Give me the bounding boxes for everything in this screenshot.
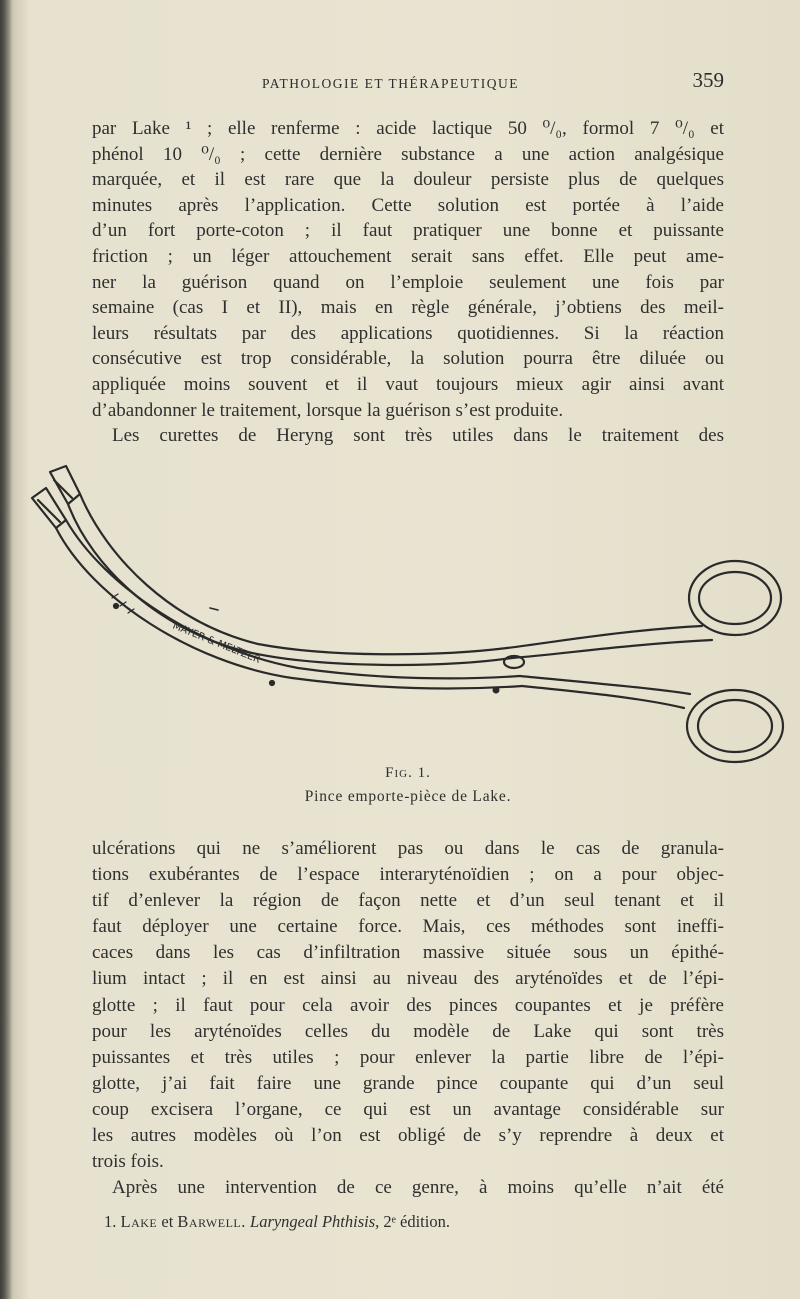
text-line: friction ; un léger attouchement serait sans effet. Elle peut ame- — [92, 245, 724, 267]
text-line: appliquée moins souvent et il vaut toujours mieux agir ainsi avant — [92, 373, 724, 395]
text-line: Après une intervention de ce genre, à moins qu’elle n’ait été — [112, 1177, 724, 1199]
text-line: d’un fort porte-coton ; il faut pratiquer une bonne et puissante — [92, 220, 724, 242]
forceps-drawing — [22, 458, 792, 768]
text-line: glotte, j’ai fait faire une grande pince coupante qui d’un seul — [92, 1072, 724, 1094]
footnote-number: 1. — [104, 1212, 117, 1231]
forceps-illustration — [22, 458, 792, 768]
text-line: consécutive est trop considérable, la solution pourra être diluée ou — [92, 348, 724, 370]
text-line: ulcérations qui ne s’améliorent pas ou dans le cas de granula- — [92, 838, 724, 859]
text-line: phénol 10 ⁰/₀ ; cette dernière substance a une action analgésique — [92, 143, 724, 165]
text-line: faut déployer une certaine force. Mais, ces méthodes sont ineffi- — [92, 916, 724, 938]
text-line: tions exubérantes de l’espace interaryténoïdien ; on a pour objec- — [92, 864, 724, 886]
text-line: pour les aryténoïdes celles du modèle de Lake qui sont très — [92, 1020, 724, 1042]
text-line: Les curettes de Heryng sont très utiles dans le traitement des — [112, 425, 724, 447]
text-line: puissantes et très utiles ; pour enlever la partie libre de l’épi- — [92, 1046, 724, 1068]
running-header — [262, 68, 724, 96]
text-line: les autres modèles où l’on est obligé de s’y reprendre à deux et — [92, 1125, 724, 1147]
paragraph-bottom — [92, 836, 724, 1201]
text-line: marquée, et il est rare que la douleur persiste plus de quelques — [92, 169, 724, 191]
text-line: minutes après l’application. Cette solution est portée à l’aide — [92, 194, 724, 216]
footnote-title: Laryngeal Phthisis, — [250, 1212, 380, 1231]
text-line: caces dans les cas d’infiltration massive située sous un épithé- — [92, 942, 724, 964]
text-line: ner la guérison quand on l’emploie seulement une fois par — [92, 271, 724, 293]
text-line: leurs résultats par des applications quotidiennes. Si la réaction — [92, 322, 724, 344]
text-line: semaine (cas I et II), mais en règle générale, j’obtiens des meil- — [92, 297, 724, 319]
text-line: trois fois. — [92, 1151, 164, 1173]
footnote-conjunction: et — [161, 1212, 174, 1231]
figure-label: Fig. 1. — [385, 765, 431, 781]
text-line: lium intact ; il en est ainsi au niveau des aryténoïdes et de l’épi- — [92, 968, 724, 990]
text-line: glotte ; il faut pour cela avoir des pinces coupantes et je préfère — [92, 994, 724, 1016]
footnote-author: Barwell. — [177, 1212, 246, 1231]
text-line: par Lake ¹ ; elle renferme : acide lactique 50 ⁰/₀, formol 7 ⁰/₀ et — [92, 118, 724, 139]
text-line: tif d’enlever la région de façon nette et d’un seul tenant et il — [92, 890, 724, 912]
text-line: coup excisera l’organe, ce qui est un avantage considérable sur — [92, 1098, 724, 1120]
footnote-author: Lake — [120, 1212, 158, 1231]
footnote — [104, 1212, 450, 1232]
figure-caption: Pince emporte-pièce de Lake. — [304, 788, 512, 805]
engraving-mark: MAYER & MELTZER — [170, 620, 262, 666]
paragraph-top — [92, 116, 724, 449]
footnote-edition: 2ᵉ édition. — [383, 1212, 450, 1231]
running-title: PATHOLOGIE ET THÉRAPEUTIQUE — [262, 76, 519, 91]
page-number: 359 — [692, 68, 724, 92]
text-line: d’abandonner le traitement, lorsque la guérison s’est produite. — [92, 399, 564, 421]
